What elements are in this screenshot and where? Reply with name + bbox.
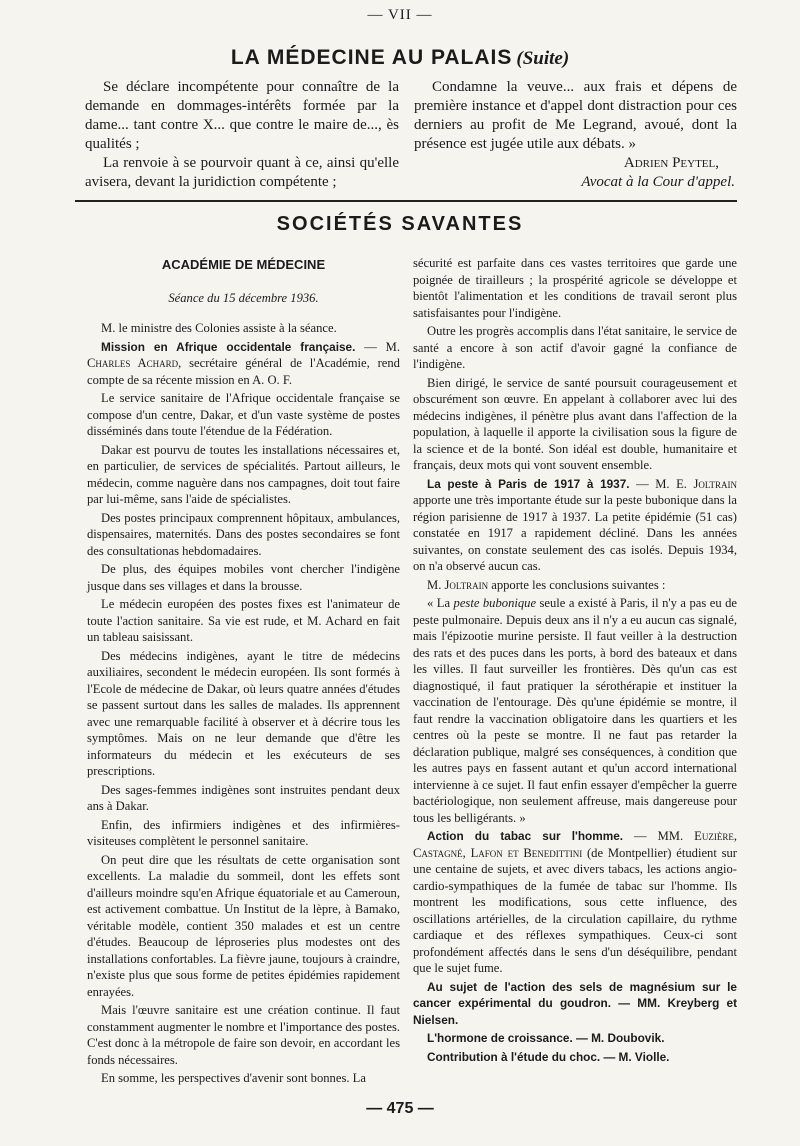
running-title-suffix: (Suite) bbox=[516, 48, 570, 69]
paragraph: Mais l'œuvre sanitaire est une création continue. Il faut constamment augmenter le nombre et l'importance des postes. C'est donc à la métropole de faire son devoir, en accordant les fonds nécessaires. bbox=[87, 1003, 400, 1067]
paragraph: M. le ministre des Colonies assiste à la séance. bbox=[101, 321, 337, 335]
quote-open: « La bbox=[427, 596, 454, 610]
paragraph: Le service sanitaire de l'Afrique occidentale française se compose d'un centre, Dakar, et d'un vaste système de postes disséminés dans toute l'étendue de la Fédération. bbox=[87, 391, 400, 438]
quote-text: seule a existé à Paris, il n'y a pas eu de peste pulmonaire. Depuis deux ans il n'y a eu aucun cas signalé, mais l'épizootie murine persiste. Il faut veiller à la destruction des rats et des puces dans les ports, à bord des bateaux et dans les villes. Il faut surveiller les frontières. Dès qu'un cas est diagnostiqué, il faut pratiquer la sérothérapie et instituer la vaccination de l'entourage. Dès qu'une épidémie se montre, il faut rendre la vaccination obligatoire dans les quartiers et les centres où la peste se montre. Il ne faut pas retarder la déclaration publique, malgré ses conséquences, à condition que les autres pays en fassent autant et qu'un accord international intervienne à ce sujet. Il faut enfin essayer d'empêcher la guerre bactériologique, non seulement affreuse, mais dangereuse pour tous les belligérants. » bbox=[413, 596, 737, 825]
left-article-column bbox=[87, 255, 400, 1089]
mission-text: , secrétaire général de l'Académie, rend compte de sa récente mission en A. O. F. bbox=[87, 356, 400, 387]
signature-name: Adrien Peytel, bbox=[623, 155, 719, 171]
mission-heading: Mission en Afrique occidentale française. bbox=[101, 339, 356, 354]
magnesium-heading: Au sujet de l'action des sels de magnésium sur le cancer expérimental du goudron. — MM. Kreyberg et Nielsen. bbox=[413, 979, 737, 1027]
separator: — M. bbox=[355, 339, 400, 354]
paragraph: On peut dire que les résultats de cette organisation sont excellents. La maladie du sommeil, dont les effets sont d'ailleurs moindre squ'en Afrique équatoriale et au Cameroun, est activement combattue. Un Institut de la lèpre, à Bamako, véritable modèle, contient 350 malades et est un centre d'études. Beaucoup de léproseries plus modestes ont des installations confortables. La fièvre jaune, toujours à craindre, n'existe plus que sous forme de petites épidémies rapidement enrayées. bbox=[87, 852, 400, 999]
choc-heading: Contribution à l'étude du choc. — M. Violle. bbox=[427, 1049, 670, 1064]
running-title-text: LA MÉDECINE AU PALAIS bbox=[230, 46, 513, 69]
right-article-column bbox=[413, 255, 737, 1067]
judgment-left-column bbox=[85, 78, 399, 192]
running-title bbox=[0, 46, 800, 70]
section-divider bbox=[75, 200, 737, 202]
signature-role: Avocat à la Cour d'appel. bbox=[581, 174, 735, 190]
separator: — MM. bbox=[623, 829, 695, 843]
paragraph: Des sages-femmes indigènes sont instruites pendant deux ans à Dakar. bbox=[87, 782, 400, 813]
hormone-heading: L'hormone de croissance. — M. Doubovik. bbox=[427, 1031, 665, 1045]
author-name: Joltrain bbox=[693, 476, 738, 491]
separator: — M. E. bbox=[629, 476, 694, 491]
peste-text: apporte une très importante étude sur la peste bubonique dans la région parisienne de 1917 à 1937. La petite épidémie (51 cas) constatée en 1917 a rapidement décliné. Dans les années suivantes, on constate seulement des cas isolés. Depuis 1934, on n'a observé aucun cas. bbox=[413, 493, 737, 573]
tabac-paragraph bbox=[413, 828, 737, 977]
paragraph: Des médecins indigènes, ayant le titre de médecins auxiliaires, secondent le médecin européen. Ils sont formés à l'Ecole de médecine de Dakar, où leurs quatre années d'études se passent surtout dans les salles de malades. Ils apprennent avec une remarquable facilité à observer et à décrire tous les symptômes. Mais on ne leur demande que d'être les informateurs du médecin et les exécuteurs de ses prescriptions. bbox=[87, 648, 400, 778]
conclusions-text: apporte les conclusions suivantes : bbox=[488, 577, 666, 592]
academy-heading: ACADÉMIE DE MÉDECINE bbox=[161, 257, 326, 272]
roman-page-number: — VII — bbox=[367, 7, 433, 23]
prefix: M. bbox=[427, 577, 445, 592]
judgment-right-column bbox=[414, 78, 737, 192]
paragraph: De plus, des équipes mobiles vont chercher l'indigène jusque dans ses villages et dans la brousse. bbox=[87, 562, 400, 593]
paragraph: Bien dirigé, le service de santé poursuit courageusement et obscurément son œuvre. En appelant à collaborer avec lui des médecins indigènes, il pénètre plus avant dans l'affection de la population, à laquelle il apporte la civilisation sous la figure de la science et de la bonté. Son idéal est double, humanitaire et français, deux mots qui vont souvent ensemble. bbox=[413, 375, 737, 472]
page-number: — 475 — bbox=[366, 1100, 434, 1117]
paragraph: En somme, les perspectives d'avenir sont bonnes. La bbox=[101, 1071, 366, 1085]
quote-italic: peste bubonique bbox=[453, 596, 537, 610]
paragraph: sécurité est parfaite dans ces vastes territoires que garde une poignée de tirailleurs ; la prospérité agricole se développe et bientôt l'alimentation et les conditions de travail seront plus satisfaisantes pour l'indigène. bbox=[413, 256, 737, 320]
judgment-paragraph: La renvoie à se pourvoir quant à ce, ainsi qu'elle avisera, devant la juridiction compétente ; bbox=[85, 155, 399, 190]
paragraph: Dakar est pourvu de toutes les installations nécessaires et, en particulier, de services de spécialités. Partout ailleurs, le médecin, comme naguère dans nos campagnes, doit tout faire par lui-même, sans l'aide de spécialistes. bbox=[87, 442, 400, 506]
tabac-heading: Action du tabac sur l'homme. bbox=[427, 829, 624, 843]
conclusions-paragraph bbox=[413, 577, 737, 594]
tabac-text: (de Montpellier) étudient sur une centaine de sujets, et avec divers tabacs, les actions angio-cardio-sympathiques de la fumée de tabac sur l'homme. Ils montrent les modifications, sous cette influence, des oscillations artérielles, de la circulation capillaire, du rythme cardiaque et des réflexes sympathiques. Ceux-ci sont profondément affectés dans le sens d'un déséquilibre, pendant que le sujet fume. bbox=[413, 845, 737, 975]
paragraph: Des postes principaux comprennent hôpitaux, ambulances, dispensaires, maternités. Dans des postes secondaires se font des consultationas hebdomadaires. bbox=[87, 510, 400, 558]
quote-paragraph bbox=[413, 595, 737, 826]
paragraph: Enfin, des infirmiers indigènes et des infirmières-visiteuses complètent le personnel sanitaire. bbox=[87, 817, 400, 848]
peste-heading: La peste à Paris de 1917 à 1937. bbox=[427, 476, 630, 491]
peste-paragraph bbox=[413, 476, 737, 575]
author-name: Joltrain bbox=[444, 577, 489, 592]
mission-paragraph bbox=[87, 339, 400, 389]
author-name: Charles Achard bbox=[87, 356, 179, 370]
section-title: SOCIÉTÉS SAVANTES bbox=[276, 213, 524, 235]
judgment-paragraph: Se déclare incompétente pour connaître de la demande en dommages-intérêts formée par la dame... tant contre X... que contre le maire de..., ès qualités ; bbox=[85, 79, 399, 152]
author-names: Euzière, Castagné, Lafon et Benedittini bbox=[413, 829, 737, 860]
paragraph: Le médecin européen des postes fixes est l'animateur de toute l'action sanitaire. Sa vie est rude, et M. Achard en fait un tableau saisissant. bbox=[87, 597, 400, 644]
paragraph: Outre les progrès accomplis dans l'état sanitaire, le service de santé a encore à son actif d'avoir gagné la confiance de l'indigène. bbox=[413, 324, 737, 371]
session-date: Séance du 15 décembre 1936. bbox=[168, 290, 319, 305]
judgment-paragraph: Condamne la veuve... aux frais et dépens de première instance et d'appel dont distraction pour ces derniers au profit de Me Legrand, avoué, dont la présence est jugée utile aux débats. » bbox=[414, 79, 737, 152]
